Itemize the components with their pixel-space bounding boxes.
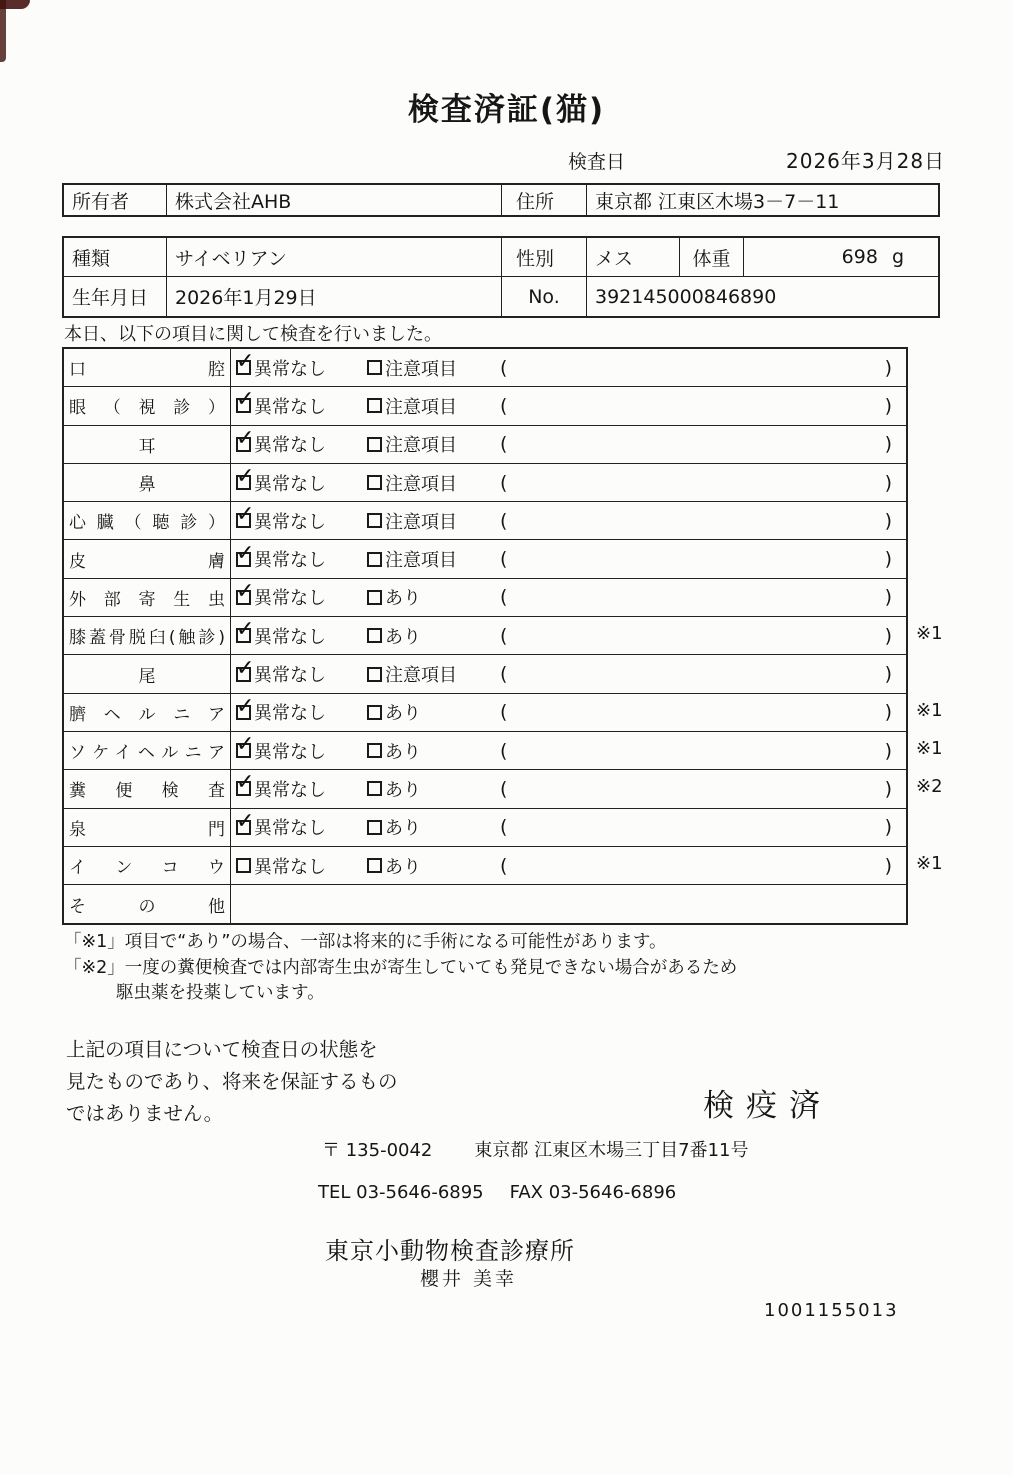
- paren-open: (: [500, 624, 508, 647]
- check-mark-icon: ✓: [236, 732, 255, 758]
- check-option-label: 異常なし: [254, 665, 326, 687]
- note-field: [500, 472, 906, 494]
- checkbox-group: [236, 770, 367, 802]
- row-label-cell: [64, 349, 231, 386]
- checkbox-group: [367, 431, 500, 457]
- checkbox-unchecked-icon: [367, 667, 382, 682]
- sex-value: メス: [587, 238, 680, 276]
- row-label-cell: [64, 885, 231, 923]
- check-option-label: あり: [385, 856, 421, 878]
- inspection-date-label: 検査日: [568, 151, 626, 173]
- birthdate-label: 生年月日: [64, 277, 167, 316]
- checkbox-group: [367, 776, 500, 802]
- check-mark-icon: ✓: [236, 655, 255, 681]
- pet-table-row-2: [64, 277, 938, 316]
- breed-value: サイベリアン: [167, 238, 502, 276]
- checkbox-group: [236, 808, 367, 840]
- checkbox-group: [236, 617, 367, 649]
- row-content-cell: [231, 617, 906, 654]
- inspection-row: [64, 847, 943, 885]
- checkbox-checked-icon: [236, 387, 255, 413]
- checkbox-checked-icon: [236, 808, 255, 835]
- checkbox-unchecked-icon: [236, 858, 251, 873]
- clinic-phone-line: [318, 1182, 676, 1203]
- disclaimer-line-1: 上記の項目について検査日の状態を: [66, 1038, 378, 1061]
- inspection-table: [62, 347, 943, 925]
- checkbox-group: [236, 349, 367, 381]
- checkbox-unchecked-icon: [367, 743, 382, 758]
- checkbox-group: [236, 578, 367, 610]
- row-label-cell: [64, 732, 231, 769]
- checkbox-group: [236, 732, 367, 764]
- paren-open: (: [500, 777, 508, 800]
- row-label: 尾: [138, 666, 156, 687]
- footnote-mark: ※1: [916, 737, 943, 759]
- paren-close: ): [884, 777, 892, 800]
- row-label-cell: [64, 809, 231, 846]
- disclaimer-line-3: ではありません。: [66, 1102, 224, 1125]
- check-mark-icon: ✓: [236, 808, 255, 834]
- footnote-2-continued: 駆虫薬を投薬しています。: [116, 983, 325, 1003]
- check-option-label: 異常なし: [254, 358, 326, 380]
- row-label: 耳: [138, 436, 156, 457]
- checkbox-unchecked-icon: [367, 858, 382, 873]
- birthdate-value: 2026年1月29日: [167, 277, 502, 316]
- footnote-2: 「※2」一度の糞便検査では内部寄生虫が寄生していても発見できない場合があるため: [64, 958, 738, 978]
- checkbox-checked-icon: [236, 578, 255, 605]
- checkbox-unchecked-icon: [367, 628, 382, 643]
- checkbox-group: [236, 502, 367, 534]
- check-option-label: 注意項目: [385, 511, 457, 533]
- row-content-cell: [231, 655, 906, 692]
- address-value: 東京都 江東区木場3－7－11: [595, 190, 840, 213]
- check-mark-icon: ✓: [236, 693, 255, 719]
- clinic-fax: FAX 03-5646-6896: [509, 1182, 677, 1203]
- inspection-row: [64, 579, 906, 617]
- clinic-address: 東京都 江東区木場三丁目7番11号: [474, 1140, 749, 1161]
- check-mark-icon: ✓: [236, 502, 255, 528]
- paren-close: ): [884, 663, 892, 686]
- check-mark-icon: ✓: [236, 349, 255, 375]
- check-option-label: あり: [385, 818, 421, 840]
- row-label-cell: [64, 540, 231, 577]
- checkbox-checked-icon: [236, 349, 255, 375]
- row-label-cell: [64, 655, 231, 692]
- row-label: 外部寄生虫: [69, 589, 225, 610]
- clinic-address-line: [322, 1136, 748, 1162]
- paren-close: ): [884, 471, 892, 494]
- paren-close: ): [884, 509, 892, 532]
- checkbox-unchecked-icon: [367, 820, 382, 835]
- row-content-cell: [231, 732, 906, 769]
- owner-label: 所有者: [64, 185, 167, 215]
- sex-label: 性別: [502, 238, 587, 276]
- no-value: 392145000846890: [595, 285, 777, 308]
- row-label: 皮膚: [69, 551, 225, 572]
- check-mark-icon: ✓: [236, 387, 255, 413]
- checkbox-checked-icon: [236, 502, 255, 528]
- row-label: 眼（視診）: [69, 398, 225, 419]
- inspection-row: [64, 349, 906, 387]
- weight-value: 698: [841, 246, 878, 268]
- inspection-row: [64, 770, 943, 808]
- checkbox-group: [367, 853, 500, 879]
- checkbox-checked-icon: [236, 540, 255, 567]
- clinic-name: 東京小動物検査診療所: [325, 1237, 575, 1265]
- row-label-cell: [64, 426, 231, 463]
- paren-open: (: [500, 471, 508, 494]
- paren-close: ): [884, 624, 892, 647]
- no-label: No.: [502, 277, 587, 316]
- check-option-label: 異常なし: [254, 818, 326, 840]
- checkbox-unchecked-icon: [367, 781, 382, 796]
- note-field: [500, 510, 906, 532]
- pet-table-row-1: [64, 238, 938, 277]
- inspection-row: [64, 655, 906, 693]
- note-field: [500, 586, 906, 608]
- row-label: 臍ヘルニア: [69, 704, 225, 725]
- check-option-label: あり: [385, 741, 421, 763]
- owner-value: 株式会社AHB: [167, 185, 502, 215]
- paren-open: (: [500, 854, 508, 877]
- checkbox-unchecked-icon: [367, 590, 382, 605]
- check-option-label: 異常なし: [254, 779, 326, 801]
- footnote-mark: ※1: [916, 852, 943, 874]
- address-label: 住所: [502, 185, 587, 215]
- footnote-mark: ※2: [916, 776, 943, 798]
- check-option-label: あり: [385, 626, 421, 648]
- weight-unit: g: [891, 246, 904, 268]
- row-content-cell: [231, 502, 906, 539]
- check-option-label: 異常なし: [254, 703, 326, 725]
- row-content-cell: [231, 694, 906, 731]
- row-content-cell: [231, 426, 906, 463]
- row-label: 糞便検査: [69, 781, 225, 802]
- inspection-date-value: 2026年3月28日: [786, 149, 946, 173]
- check-mark-icon: ✓: [236, 540, 255, 566]
- check-option-label: 注意項目: [385, 665, 457, 687]
- checkbox-checked-icon: [236, 617, 255, 643]
- check-option-label: あり: [385, 588, 421, 610]
- checkbox-group: [367, 738, 500, 764]
- inspection-row: [64, 732, 943, 770]
- checkbox-checked-icon: [236, 425, 255, 452]
- paren-close: ): [884, 394, 892, 417]
- row-content-cell: [231, 809, 906, 846]
- row-label-cell: [64, 579, 231, 616]
- quarantine-passed-stamp: 検疫済: [703, 1088, 832, 1124]
- paren-close: ): [884, 586, 892, 609]
- weight-label: 体重: [680, 238, 744, 276]
- weight-value-cell: [744, 238, 938, 276]
- paren-close: ): [884, 548, 892, 571]
- check-mark-icon: ✓: [236, 617, 255, 643]
- note-field: [500, 701, 906, 723]
- breed-label: 種類: [64, 238, 167, 276]
- note-field: [500, 740, 906, 762]
- checkbox-group: [367, 470, 500, 496]
- checkbox-checked-icon: [236, 693, 255, 720]
- checkbox-group: [367, 393, 500, 419]
- row-label: 泉門: [69, 819, 225, 840]
- row-label: 鼻: [138, 475, 156, 496]
- row-label-cell: [64, 847, 231, 884]
- checkbox-unchecked-icon: [367, 513, 382, 528]
- checkbox-checked-icon: [236, 770, 255, 796]
- check-option-label: 異常なし: [254, 626, 326, 648]
- checkbox-group: [236, 425, 367, 457]
- paren-close: ): [884, 854, 892, 877]
- check-option-label: 異常なし: [254, 550, 326, 572]
- row-label-cell: [64, 387, 231, 424]
- row-content-cell: [231, 387, 906, 424]
- paren-open: (: [500, 701, 508, 724]
- checkbox-checked-icon: [236, 655, 255, 682]
- row-content-cell: [231, 847, 906, 884]
- check-option-label: 注意項目: [385, 358, 457, 380]
- note-field: [500, 625, 906, 647]
- checkbox-group: [236, 853, 367, 879]
- inspection-row: [64, 464, 906, 502]
- checkbox-group: [367, 623, 500, 649]
- checkbox-group: [236, 655, 367, 687]
- checkbox-unchecked-icon: [367, 552, 382, 567]
- note-field: [500, 663, 906, 685]
- paren-open: (: [500, 548, 508, 571]
- row-label-cell: [64, 770, 231, 807]
- row-label: 膝蓋骨脱臼(触診): [69, 628, 225, 649]
- paren-close: ): [884, 701, 892, 724]
- veterinarian-name: 櫻井 美幸: [420, 1268, 518, 1290]
- checkbox-unchecked-icon: [367, 437, 382, 452]
- checkbox-unchecked-icon: [367, 398, 382, 413]
- check-option-label: 異常なし: [254, 741, 326, 763]
- check-option-label: 異常なし: [254, 473, 326, 495]
- check-option-label: 異常なし: [254, 856, 326, 878]
- paren-close: ): [884, 433, 892, 456]
- check-option-label: 注意項目: [385, 435, 457, 457]
- owner-table: [62, 183, 940, 217]
- row-label: その他: [69, 896, 225, 917]
- check-option-label: 異常なし: [254, 396, 326, 418]
- footnote-1: 「※1」項目で“あり”の場合、一部は将来的に手術になる可能性があります。: [64, 932, 667, 952]
- checkbox-checked-icon: [236, 732, 255, 758]
- checkbox-group: [367, 814, 500, 840]
- row-label-cell: [64, 694, 231, 731]
- clinic-postal-code: 〒 135-0042: [322, 1140, 433, 1161]
- paren-close: ): [884, 356, 892, 379]
- note-field: [500, 395, 906, 417]
- checkbox-group: [367, 699, 500, 725]
- inspection-row: [64, 502, 906, 540]
- footnote-mark: ※1: [916, 623, 943, 645]
- inspection-row: [64, 885, 906, 923]
- paren-close: ): [884, 816, 892, 839]
- check-option-label: 注意項目: [385, 550, 457, 572]
- paren-close: ): [884, 739, 892, 762]
- checkbox-unchecked-icon: [367, 360, 382, 375]
- row-content-cell: [231, 885, 906, 923]
- check-option-label: あり: [385, 703, 421, 725]
- footnote-mark: ※1: [916, 699, 943, 721]
- row-label: 心臓（聴診）: [69, 513, 225, 534]
- clinic-tel: TEL 03-5646-6895: [318, 1182, 484, 1203]
- check-mark-icon: ✓: [236, 425, 255, 451]
- row-content-cell: [231, 540, 906, 577]
- note-field: [500, 778, 906, 800]
- note-field: [500, 855, 906, 877]
- row-content-cell: [231, 770, 906, 807]
- check-mark-icon: ✓: [236, 770, 255, 796]
- inspection-row: [64, 809, 906, 847]
- row-label-cell: [64, 502, 231, 539]
- row-content-cell: [231, 464, 906, 501]
- row-content-cell: [231, 579, 906, 616]
- row-label: 口腔: [69, 360, 225, 381]
- inspection-row: [64, 693, 943, 732]
- paren-open: (: [500, 433, 508, 456]
- row-content-cell: [231, 349, 906, 386]
- check-option-label: 注意項目: [385, 473, 457, 495]
- check-option-label: 異常なし: [254, 435, 326, 457]
- disclaimer-line-2: 見たものであり、将来を保証するもの: [66, 1070, 398, 1093]
- intro-text: 本日、以下の項目に関して検査を行いました。: [64, 324, 442, 345]
- note-field: [500, 433, 906, 455]
- checkbox-group: [236, 693, 367, 725]
- document-serial-number: 1001155013: [764, 1300, 899, 1321]
- checkbox-group: [367, 546, 500, 572]
- check-mark-icon: ✓: [236, 578, 255, 604]
- scan-artifact: [0, 0, 6, 62]
- inspection-row: [64, 426, 906, 464]
- check-option-label: 異常なし: [254, 588, 326, 610]
- note-field: [500, 548, 906, 570]
- checkbox-group: [367, 508, 500, 534]
- checkbox-group: [236, 387, 367, 419]
- check-option-label: 注意項目: [385, 396, 457, 418]
- checkbox-group: [236, 540, 367, 572]
- page-title: 検査済証(猫): [407, 92, 606, 128]
- checkbox-group: [367, 355, 500, 381]
- note-field: [500, 357, 906, 379]
- pet-table: [62, 236, 940, 318]
- check-option-label: 異常なし: [254, 511, 326, 533]
- row-label: ソケイヘルニア: [69, 743, 225, 764]
- paren-open: (: [500, 816, 508, 839]
- checkbox-unchecked-icon: [367, 705, 382, 720]
- paren-open: (: [500, 663, 508, 686]
- inspection-row: [64, 387, 906, 425]
- row-label-cell: [64, 617, 231, 654]
- check-option-label: あり: [385, 779, 421, 801]
- inspection-row: [64, 540, 906, 578]
- checkbox-group: [367, 584, 500, 610]
- row-label: インコウ: [69, 858, 225, 878]
- checkbox-group: [236, 464, 367, 496]
- check-mark-icon: ✓: [236, 464, 255, 490]
- checkbox-checked-icon: [236, 464, 255, 490]
- checkbox-unchecked-icon: [367, 475, 382, 490]
- paren-open: (: [500, 356, 508, 379]
- paren-open: (: [500, 739, 508, 762]
- paren-open: (: [500, 586, 508, 609]
- row-label-cell: [64, 464, 231, 501]
- inspection-row: [64, 617, 943, 655]
- checkbox-group: [367, 661, 500, 687]
- paren-open: (: [500, 394, 508, 417]
- paren-open: (: [500, 509, 508, 532]
- note-field: [500, 816, 906, 838]
